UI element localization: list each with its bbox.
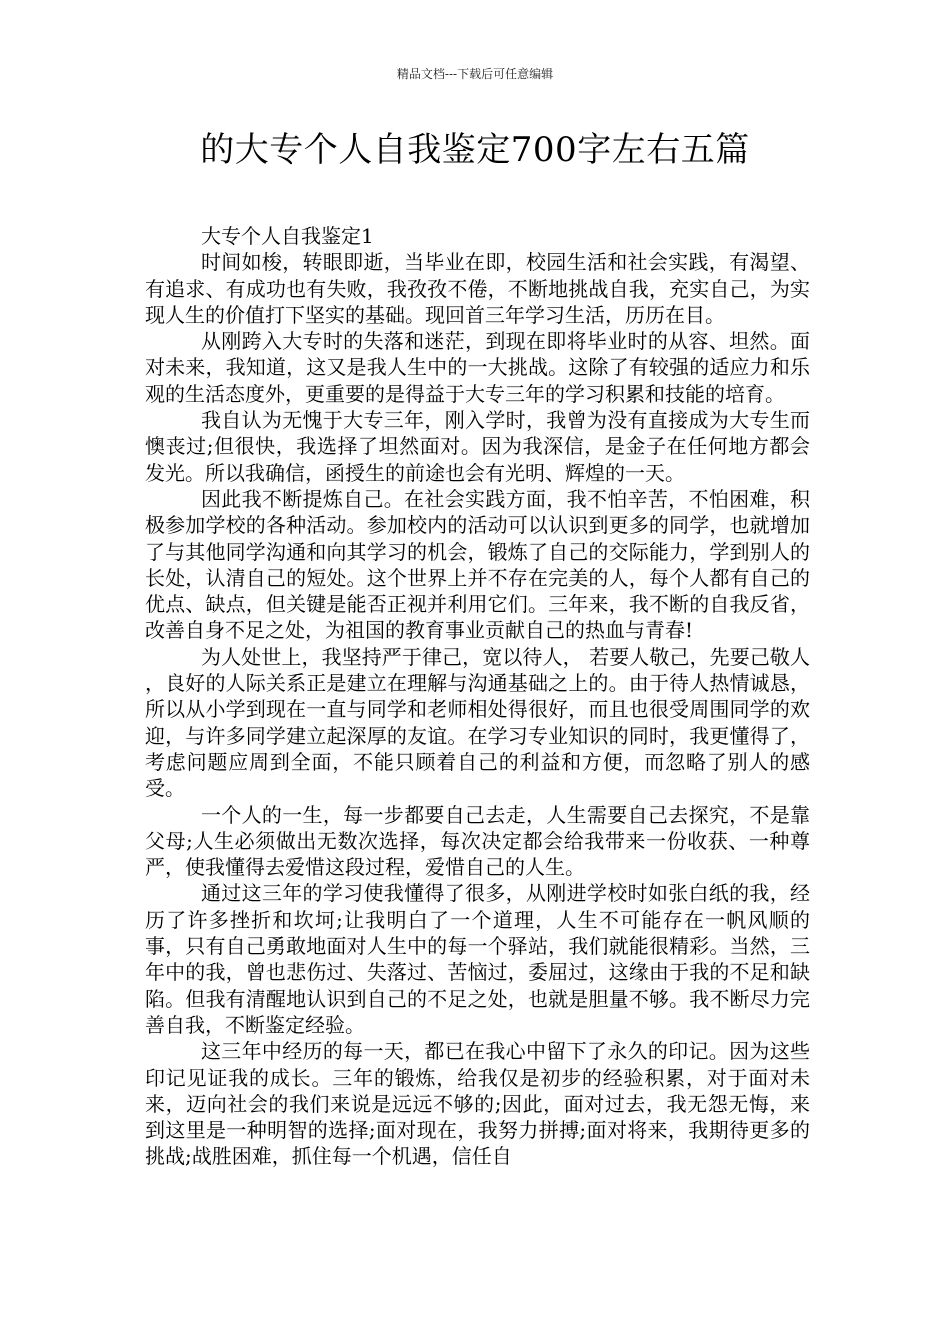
paragraph-6: 一个人的一生，每一步都要自己去走，人生需要自己去探究，不是靠父母;人生必须做出无数次选择，每次决定都会给我带来一份收获、一种尊严，使我懂得去爱惜这段过程，爱惜自己的人生。 [145, 802, 810, 880]
paragraph-4: 因此我不断提炼自己。在社会实践方面，我不怕辛苦，不怕困难，积极参加学校的各种活动。参加校内的活动可以认识到更多的同学，也就增加了与其他同学沟通和向其学习的机会，锻炼了自己的交际能力，学到别人的长处，认清自己的短处。这个世界上并不存在完美的人，每个人都有自己的优点、缺点，但关键是能否正视并利用它们。三年来，我不断的自我反省，改善自身不足之处，为祖国的教育事业贡献自己的热血与青春! [145, 486, 810, 643]
paragraph-3: 我自认为无愧于大专三年，刚入学时，我曾为没有直接成为大专生而懊丧过;但很快，我选择了坦然面对。因为我深信，是金子在任何地方都会发光。所以我确信，函授生的前途也会有光明、辉煌的一天。 [145, 408, 810, 485]
section-heading: 大专个人自我鉴定1 [201, 224, 374, 248]
document-body [145, 223, 810, 1170]
paragraph-8: 这三年中经历的每一天，都已在我心中留下了永久的印记。因为这些印记见证我的成长。三年的锻炼，给我仅是初步的经验积累，对于面对未来，迈向社会的我们来说是远远不够的;因此，面对过去，我无怨无悔，来到这里是一种明智的选择;面对现在，我努力拼搏;面对将来，我期待更多的挑战;战胜困难，抓住每一个机遇，信任自 [145, 1039, 810, 1169]
paragraph-5: 为人处世上，我坚持严于律己，宽以待人， 若要人敬己，先要己敬人 ，良好的人际关系正是建立在理解与沟通基础之上的。由于待人热情诚恳，所以从小学到现在一直与同学和老师相处得很好，而且也很受周围同学的欢迎，与许多同学建立起深厚的友谊。在学习专业知识的同时，我更懂得了，考虑问题应周到全面，不能只顾着自己的利益和方便，而忽略了别人的感受。 [145, 644, 810, 801]
paragraph-2: 从刚跨入大专时的失落和迷茫，到现在即将毕业时的从容、坦然。面对未来，我知道，这又是我人生中的一大挑战。这除了有较强的适应力和乐观的生活态度外，更重要的是得益于大专三年的学习积累和技能的培育。 [145, 329, 810, 406]
paragraph-1: 时间如梭，转眼即逝，当毕业在即，校园生活和社会实践，有渴望、有追求、有成功也有失败，我孜孜不倦，不断地挑战自我，充实自己，为实现人生的价值打下坚实的基础。现回首三年学习生活，历历在目。 [145, 250, 810, 327]
header-note: 精品文档---下载后可任意编辑 [396, 67, 554, 81]
paragraph-7: 通过这三年的学习使我懂得了很多，从刚进学校时如张白纸的我，经历了许多挫折和坎坷;让我明白了一个道理，人生不可能存在一帆风顺的事，只有自己勇敢地面对人生中的每一个驿站，我们就能很精彩。当然，三年中的我，曾也悲伤过、失落过、苦恼过，委屈过，这缘由于我的不足和缺陷。但我有清醒地认识到自己的不足之处，也就是胆量不够。我不断尽力完善自我，不断鉴定经验。 [145, 881, 810, 1037]
document-title: 的大专个人自我鉴定700字左右五篇 [200, 130, 750, 170]
